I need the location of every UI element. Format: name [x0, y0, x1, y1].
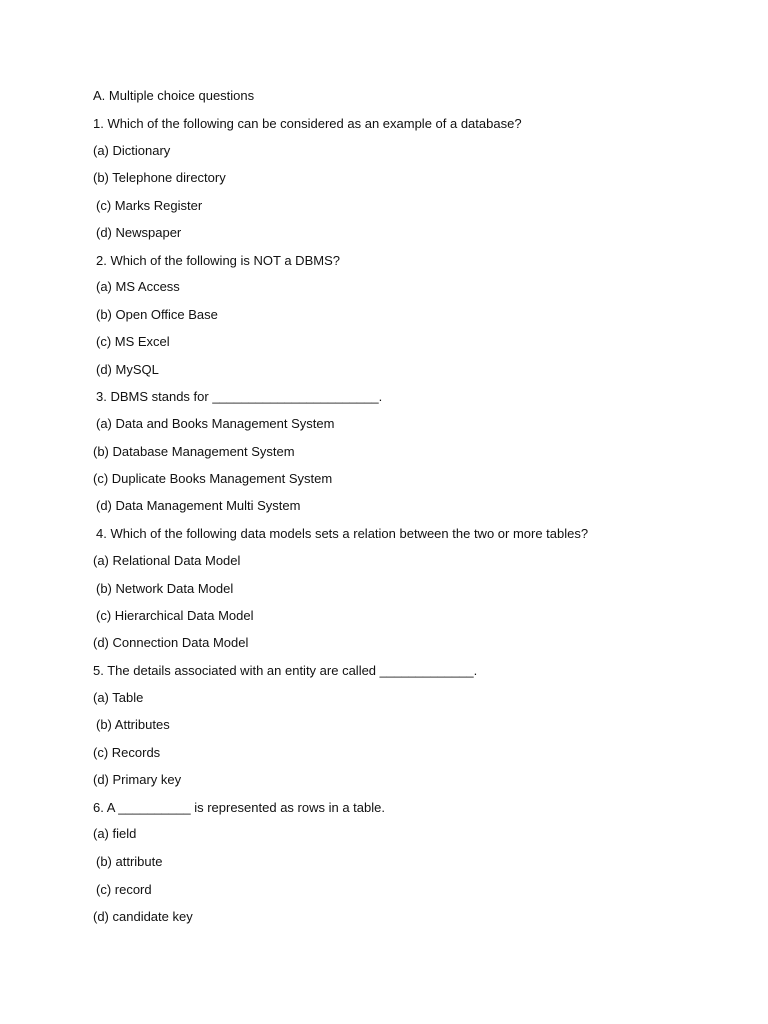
q3-option-a: (a) Data and Books Management System [96, 416, 335, 431]
q4-option-c: (c) Hierarchical Data Model [96, 608, 254, 623]
q4-option-b: (b) Network Data Model [96, 581, 234, 596]
q2-option-d: (d) MySQL [96, 362, 159, 377]
q6-option-a: (a) field [93, 826, 137, 841]
question-5: 5. The details associated with an entity are called _____________. [93, 663, 478, 678]
question-3: 3. DBMS stands for _______________________. [96, 389, 383, 404]
question-4: 4. Which of the following data models sets a relation between the two or more tables? [96, 526, 589, 541]
q4-option-d: (d) Connection Data Model [93, 635, 249, 650]
q4-option-a: (a) Relational Data Model [93, 553, 241, 568]
q1-option-c: (c) Marks Register [96, 198, 203, 213]
q1-option-d: (d) Newspaper [96, 225, 182, 240]
q3-option-b: (b) Database Management System [93, 444, 295, 459]
q3-option-d: (d) Data Management Multi System [96, 498, 301, 513]
question-1: 1. Which of the following can be considered as an example of a database? [93, 116, 522, 131]
q2-option-a: (a) MS Access [96, 279, 180, 294]
q5-option-a: (a) Table [93, 690, 144, 705]
q6-option-c: (c) record [96, 882, 152, 897]
q2-option-c: (c) MS Excel [96, 334, 170, 349]
section-heading: A. Multiple choice questions [93, 88, 255, 103]
q1-option-b: (b) Telephone directory [93, 170, 226, 185]
q2-option-b: (b) Open Office Base [96, 307, 218, 322]
question-6: 6. A __________ is represented as rows in a table. [93, 800, 385, 815]
q5-option-b: (b) Attributes [96, 717, 170, 732]
q3-option-c: (c) Duplicate Books Management System [93, 471, 333, 486]
q5-option-c: (c) Records [93, 745, 161, 760]
q6-option-b: (b) attribute [96, 854, 163, 869]
question-2: 2. Which of the following is NOT a DBMS? [96, 253, 340, 268]
q6-option-d: (d) candidate key [93, 909, 193, 924]
q5-option-d: (d) Primary key [93, 772, 182, 787]
q1-option-a: (a) Dictionary [93, 143, 171, 158]
